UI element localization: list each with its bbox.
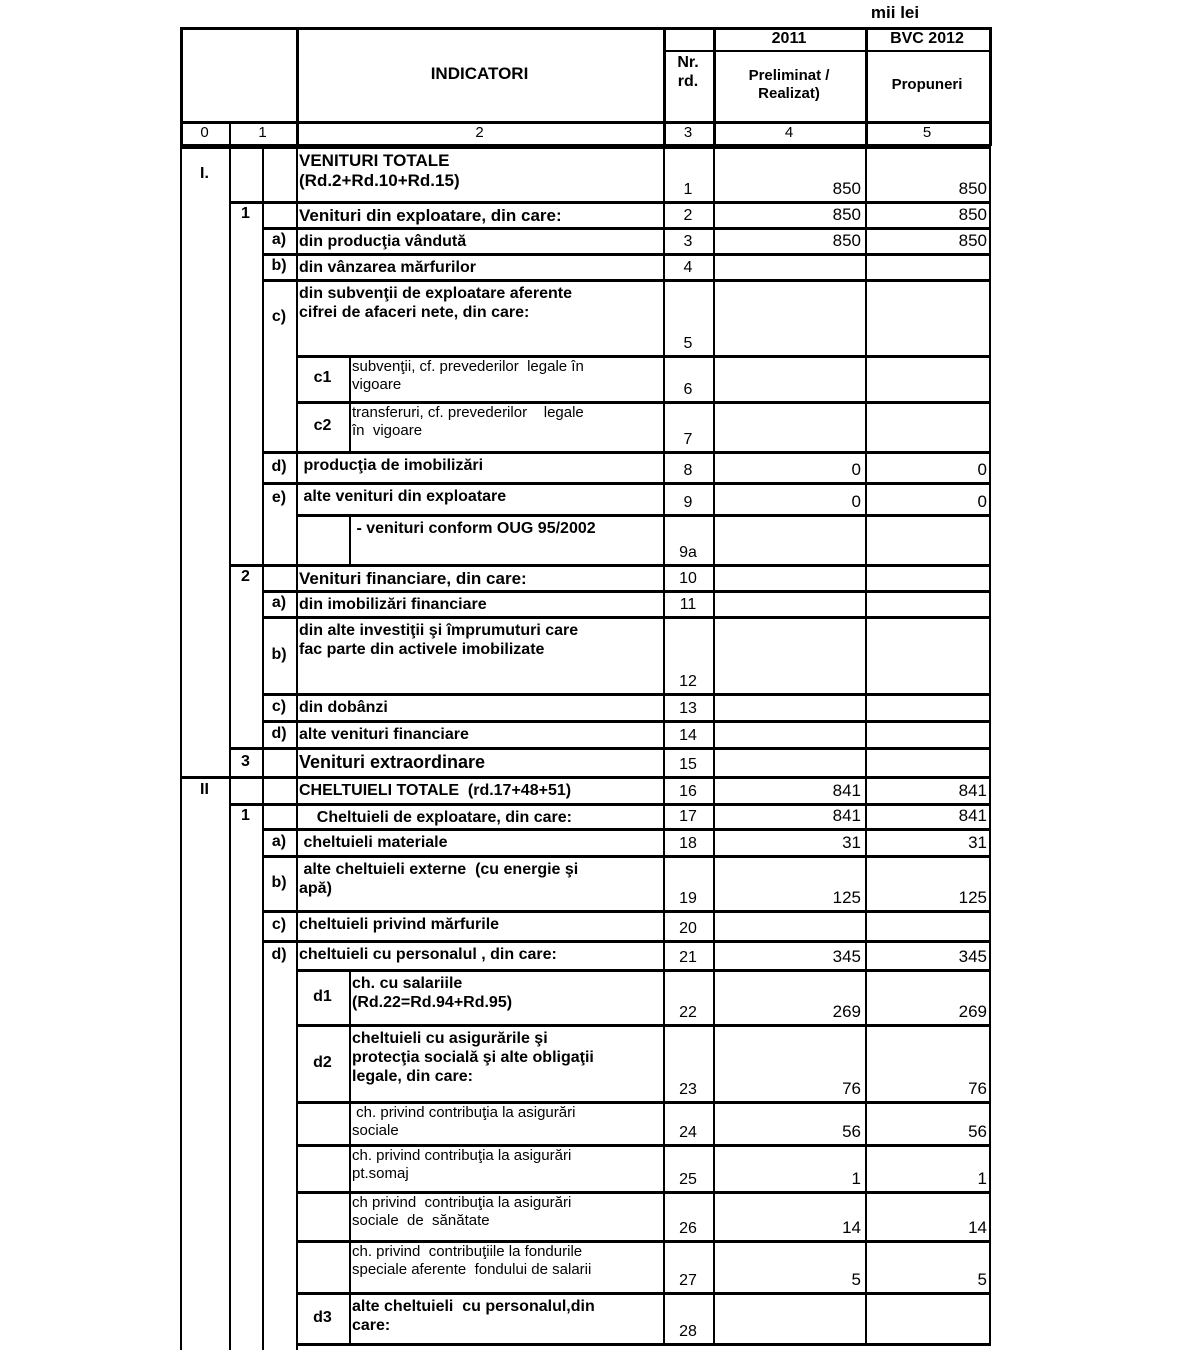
row-letter-label: c) xyxy=(271,916,287,934)
row-value-2012: 0 xyxy=(977,491,987,511)
table-rule xyxy=(296,1343,991,1346)
row-sub-label: c1 xyxy=(313,369,332,387)
row-value-2012: 269 xyxy=(958,1001,987,1021)
row-indicator: - venituri conform OUG 95/2002 xyxy=(352,520,596,537)
row-value-2012 xyxy=(865,910,991,940)
row-number: 1 xyxy=(683,180,693,198)
row-letter-label: b) xyxy=(271,873,287,891)
row-value-2011: 31 xyxy=(842,832,861,852)
row-value-2011 xyxy=(713,590,865,616)
row-roman-numeral: II xyxy=(200,780,209,798)
row-sub-label: d3 xyxy=(313,1308,332,1326)
row-value-2012: 1 xyxy=(977,1168,987,1188)
row-letter-label: d) xyxy=(271,945,287,963)
row-indicator: cheltuieli cu asigurările şi protecţia socială şi alte obligaţii legale, din care: xyxy=(352,1030,594,1086)
row-indicator: Venituri din exploatare, din care: xyxy=(299,206,562,225)
row-number: 4 xyxy=(683,258,693,276)
header-year-2012: BVC 2012 xyxy=(890,29,964,47)
row-value-2011 xyxy=(713,1292,865,1343)
row-indicator: din vânzarea mărfurilor xyxy=(299,259,476,276)
row-value-2012 xyxy=(865,401,991,451)
row-indicator: Cheltuieli de exploatare, din care: xyxy=(299,809,572,826)
row-letter-label: e) xyxy=(271,489,287,507)
row-value-2012 xyxy=(865,747,991,776)
row-value-2012: 850 xyxy=(958,178,987,198)
row-value-2011 xyxy=(713,720,865,747)
row-letter-label: d) xyxy=(271,457,287,475)
row-value-2011 xyxy=(713,616,865,693)
row-section-number: 1 xyxy=(241,205,250,223)
row-section-number: 3 xyxy=(241,752,250,770)
row-value-2011 xyxy=(713,253,865,279)
row-indicator: subvenţii, cf. prevederilor legale în vigoare xyxy=(352,358,584,393)
row-number: 13 xyxy=(679,699,697,717)
col-number-label: 0 xyxy=(200,124,209,141)
row-number: 28 xyxy=(679,1322,697,1340)
row-indicator: Venituri financiare, din care: xyxy=(299,569,527,588)
row-value-2012: 841 xyxy=(958,780,987,800)
row-value-2012: 76 xyxy=(968,1078,987,1098)
row-section-number: 1 xyxy=(241,806,250,824)
row-value-2012: 345 xyxy=(958,946,987,966)
row-value-2011 xyxy=(713,747,865,776)
row-number: 27 xyxy=(679,1271,697,1289)
row-value-2012 xyxy=(865,693,991,720)
row-number: 12 xyxy=(679,672,697,690)
row-indicator: cheltuieli privind mărfurile xyxy=(299,916,500,933)
row-number: 22 xyxy=(679,1003,697,1021)
row-value-2011: 5 xyxy=(851,1269,861,1289)
row-number: 20 xyxy=(679,919,697,937)
row-number: 2 xyxy=(683,206,693,224)
row-value-2011 xyxy=(713,514,865,564)
row-indicator: cheltuieli materiale xyxy=(299,834,448,851)
row-number: 10 xyxy=(679,569,697,587)
header-year-2011: 2011 xyxy=(771,29,807,47)
row-value-2011 xyxy=(713,910,865,940)
row-number: 25 xyxy=(679,1170,697,1188)
row-indicator: ch. privind contribuţia la asigurări sociale xyxy=(352,1104,576,1139)
row-value-2011 xyxy=(713,401,865,451)
row-value-2012 xyxy=(865,253,991,279)
row-sub-label: c2 xyxy=(313,417,332,435)
row-letter-label: a) xyxy=(271,231,287,249)
col-number-label: 3 xyxy=(683,124,693,141)
row-section-number: 2 xyxy=(241,568,250,586)
row-value-2012 xyxy=(865,355,991,401)
row-value-2012 xyxy=(865,1292,991,1343)
row-indicator: ch. cu salariile (Rd.22=Rd.94+Rd.95) xyxy=(352,975,513,1012)
row-value-2012 xyxy=(865,590,991,616)
row-number: 15 xyxy=(679,755,697,773)
row-number: 5 xyxy=(683,334,693,352)
row-number: 23 xyxy=(679,1080,697,1098)
row-indicator: ch privind contribuţia la asigurări sociale de sănătate xyxy=(352,1194,572,1229)
row-value-2011: 841 xyxy=(832,780,861,800)
row-value-2011: 841 xyxy=(832,805,861,825)
row-letter-label: b) xyxy=(271,645,287,663)
row-indicator: CHELTUIELI TOTALE (rd.17+48+51) xyxy=(299,782,572,799)
row-number: 18 xyxy=(679,834,697,852)
row-value-2012 xyxy=(865,720,991,747)
row-number: 26 xyxy=(679,1219,697,1237)
col-number-label: 5 xyxy=(922,124,932,141)
row-value-2012 xyxy=(865,279,991,355)
row-indicator: alte cheltuieli externe (cu energie şi apă) xyxy=(299,861,579,898)
row-sub-label: d2 xyxy=(313,1053,332,1071)
row-letter-label: c) xyxy=(271,308,287,326)
row-sub-label: d1 xyxy=(313,987,332,1005)
row-value-2012: 841 xyxy=(958,805,987,825)
row-letter-label: a) xyxy=(271,832,287,850)
row-indicator: alte venituri financiare xyxy=(299,726,469,743)
row-letter-label: b) xyxy=(271,257,287,275)
header-col4-sub: Preliminat / Realizat) xyxy=(748,67,830,102)
row-letter-label: d) xyxy=(271,724,287,742)
col-number-label: 2 xyxy=(475,124,484,141)
row-value-2011: 0 xyxy=(851,491,861,511)
row-value-2011 xyxy=(713,564,865,590)
row-indicator: alte cheltuieli cu personalul,din care: xyxy=(352,1298,595,1335)
row-number: 17 xyxy=(679,807,697,825)
row-number: 24 xyxy=(679,1123,697,1141)
header-nr-rd: Nr. rd. xyxy=(677,53,699,90)
row-value-2012: 56 xyxy=(968,1121,987,1141)
row-number: 9 xyxy=(683,493,693,511)
row-value-2011: 125 xyxy=(832,887,861,907)
row-value-2012: 5 xyxy=(977,1269,987,1289)
row-number: 14 xyxy=(679,726,697,744)
row-value-2011: 56 xyxy=(842,1121,861,1141)
row-number: 11 xyxy=(679,595,697,613)
header-indicatori: INDICATORI xyxy=(430,63,529,83)
table-rule xyxy=(989,27,992,146)
row-indicator: VENITURI TOTALE (Rd.2+Rd.10+Rd.15) xyxy=(299,151,460,191)
row-roman-numeral: I. xyxy=(200,164,209,182)
row-indicator: din alte investiţii şi împrumuturi care fac parte din activele imobilizate xyxy=(299,622,579,659)
row-number: 9a xyxy=(679,543,697,561)
row-number: 6 xyxy=(683,380,693,398)
col-number-label: 4 xyxy=(784,124,794,141)
row-value-2011 xyxy=(713,693,865,720)
row-value-2011: 850 xyxy=(832,204,861,224)
row-indicator: din producţia vândută xyxy=(299,233,467,250)
row-indicator: alte venituri din exploatare xyxy=(299,488,507,505)
row-value-2011: 269 xyxy=(832,1001,861,1021)
table-rule xyxy=(180,146,182,1350)
row-number: 7 xyxy=(683,430,693,448)
row-value-2011: 14 xyxy=(842,1217,861,1237)
row-value-2012 xyxy=(865,514,991,564)
unit-label: mii lei xyxy=(870,2,920,22)
row-value-2012: 14 xyxy=(968,1217,987,1237)
row-value-2011: 850 xyxy=(832,230,861,250)
row-number: 3 xyxy=(683,232,693,250)
row-indicator: Venituri extraordinare xyxy=(299,752,486,772)
row-indicator: ch. privind contribuţia la asigurări pt.somaj xyxy=(352,1147,572,1182)
row-value-2011: 76 xyxy=(842,1078,861,1098)
row-indicator: producţia de imobilizări xyxy=(299,457,484,474)
row-value-2012: 0 xyxy=(977,459,987,479)
col-number-label: 1 xyxy=(258,124,267,141)
row-value-2012: 125 xyxy=(958,887,987,907)
row-value-2011: 345 xyxy=(832,946,861,966)
header-col5-sub: Propuneri xyxy=(891,76,963,93)
row-value-2011 xyxy=(713,355,865,401)
row-letter-label: c) xyxy=(271,697,287,715)
row-indicator: cheltuieli cu personalul , din care: xyxy=(299,946,557,963)
row-letter-label: a) xyxy=(271,594,287,612)
row-value-2011: 850 xyxy=(832,178,861,198)
row-indicator: din subvenţii de exploatare aferente cifrei de afaceri nete, din care: xyxy=(299,285,572,322)
row-value-2012: 31 xyxy=(968,832,987,852)
row-value-2011 xyxy=(713,279,865,355)
row-value-2011: 1 xyxy=(851,1168,861,1188)
row-number: 8 xyxy=(683,461,693,479)
row-indicator: din dobânzi xyxy=(299,699,388,716)
row-value-2012: 850 xyxy=(958,230,987,250)
row-indicator: transferuri, cf. prevederilor legale în vigoare xyxy=(352,404,584,439)
row-indicator: ch. privind contribuţiile la fondurile speciale aferente fondului de salarii xyxy=(352,1243,592,1278)
row-number: 19 xyxy=(679,889,697,907)
row-indicator: din imobilizări financiare xyxy=(299,596,487,613)
row-number: 16 xyxy=(679,782,697,800)
row-value-2012 xyxy=(865,616,991,693)
row-value-2012 xyxy=(865,564,991,590)
row-value-2011: 0 xyxy=(851,459,861,479)
row-value-2012: 850 xyxy=(958,204,987,224)
row-number: 21 xyxy=(679,948,697,966)
